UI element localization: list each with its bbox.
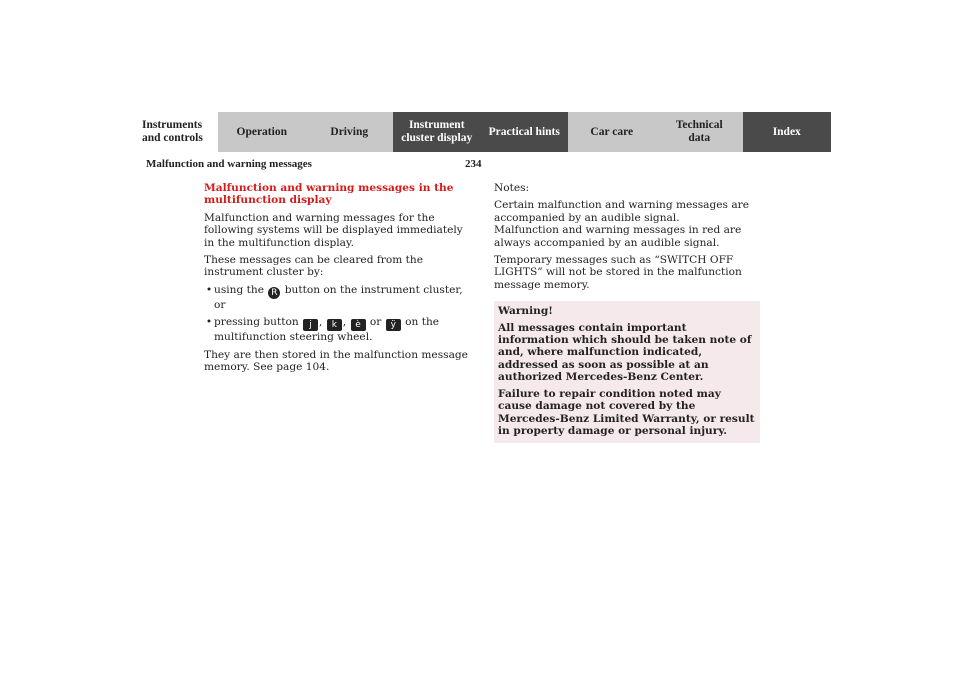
list-item — [204, 284, 474, 311]
tab-operation[interactable]: Operation — [218, 112, 306, 152]
next-display-button-icon: j — [303, 319, 318, 331]
warning-box — [494, 301, 760, 443]
separator: , — [342, 316, 347, 329]
previous-system-button-icon: ÿ — [386, 319, 401, 331]
bullet-text: button on the instrument cluster, or — [214, 283, 463, 311]
storage-paragraph: They are then stored in the malfunction message memory. See page 104. — [204, 348, 468, 374]
page-header — [146, 158, 836, 172]
warning-text: Failure to repair condition noted may cause damage not covered by the Mercedes-Benz Limited Warranty, or result in property damage or personal injury. — [498, 387, 755, 437]
bullet-text: pressing button — [214, 316, 299, 329]
note-text: Certain malfunction and warning messages are accompanied by an audible signal. — [494, 199, 749, 224]
tab-practical-hints[interactable]: Practical hints — [481, 112, 569, 152]
tab-index[interactable]: Index — [743, 112, 831, 152]
reset-button-icon: R — [268, 287, 280, 299]
bullet-text: on the multifunction steering wheel. — [214, 316, 440, 344]
notes-label: Notes: — [494, 182, 530, 194]
previous-display-button-icon: k — [327, 319, 342, 331]
bullet-text: or — [369, 316, 382, 329]
next-system-button-icon: è — [351, 319, 366, 331]
section-heading: Malfunction and warning messages in the multifunction display — [204, 182, 454, 207]
tab-car-care[interactable]: Car care — [568, 112, 656, 152]
tab-instruments-and-controls[interactable]: Instruments and controls — [130, 112, 218, 152]
tab-technical-data[interactable]: Technical data — [656, 112, 744, 152]
clear-instructions: These messages can be cleared from the instrument cluster by: — [204, 254, 423, 279]
bullet-text: using the — [214, 283, 264, 296]
chapter-tabs — [130, 112, 831, 152]
warning-text: All messages contain important information which should be taken note of and, where malfunction indicated, addressed as soon as possible at an authorized Mercedes-Benz Center. — [498, 321, 752, 384]
list-item — [204, 316, 474, 343]
section-title: Malfunction and warning messages — [146, 158, 312, 170]
page-number: 234 — [465, 158, 482, 170]
note-text: Temporary messages such as “SWITCH OFF LIGHTS” will not be stored in the malfunction message memory. — [494, 254, 742, 291]
tab-instrument-cluster-display[interactable]: Instrument cluster display — [393, 112, 481, 152]
tab-driving[interactable]: Driving — [306, 112, 394, 152]
left-column — [204, 182, 474, 378]
separator: , — [319, 316, 323, 329]
bullet-icon: • — [205, 283, 213, 296]
bullet-icon: • — [205, 316, 213, 329]
note-text: Malfunction and warning messages in red are always accompanied by an audible signal. — [494, 224, 742, 249]
warning-title: Warning! — [498, 305, 553, 318]
intro-paragraph: Malfunction and warning messages for the following systems will be displayed immediately in the multifunction display. — [204, 211, 463, 249]
right-column — [494, 182, 764, 443]
